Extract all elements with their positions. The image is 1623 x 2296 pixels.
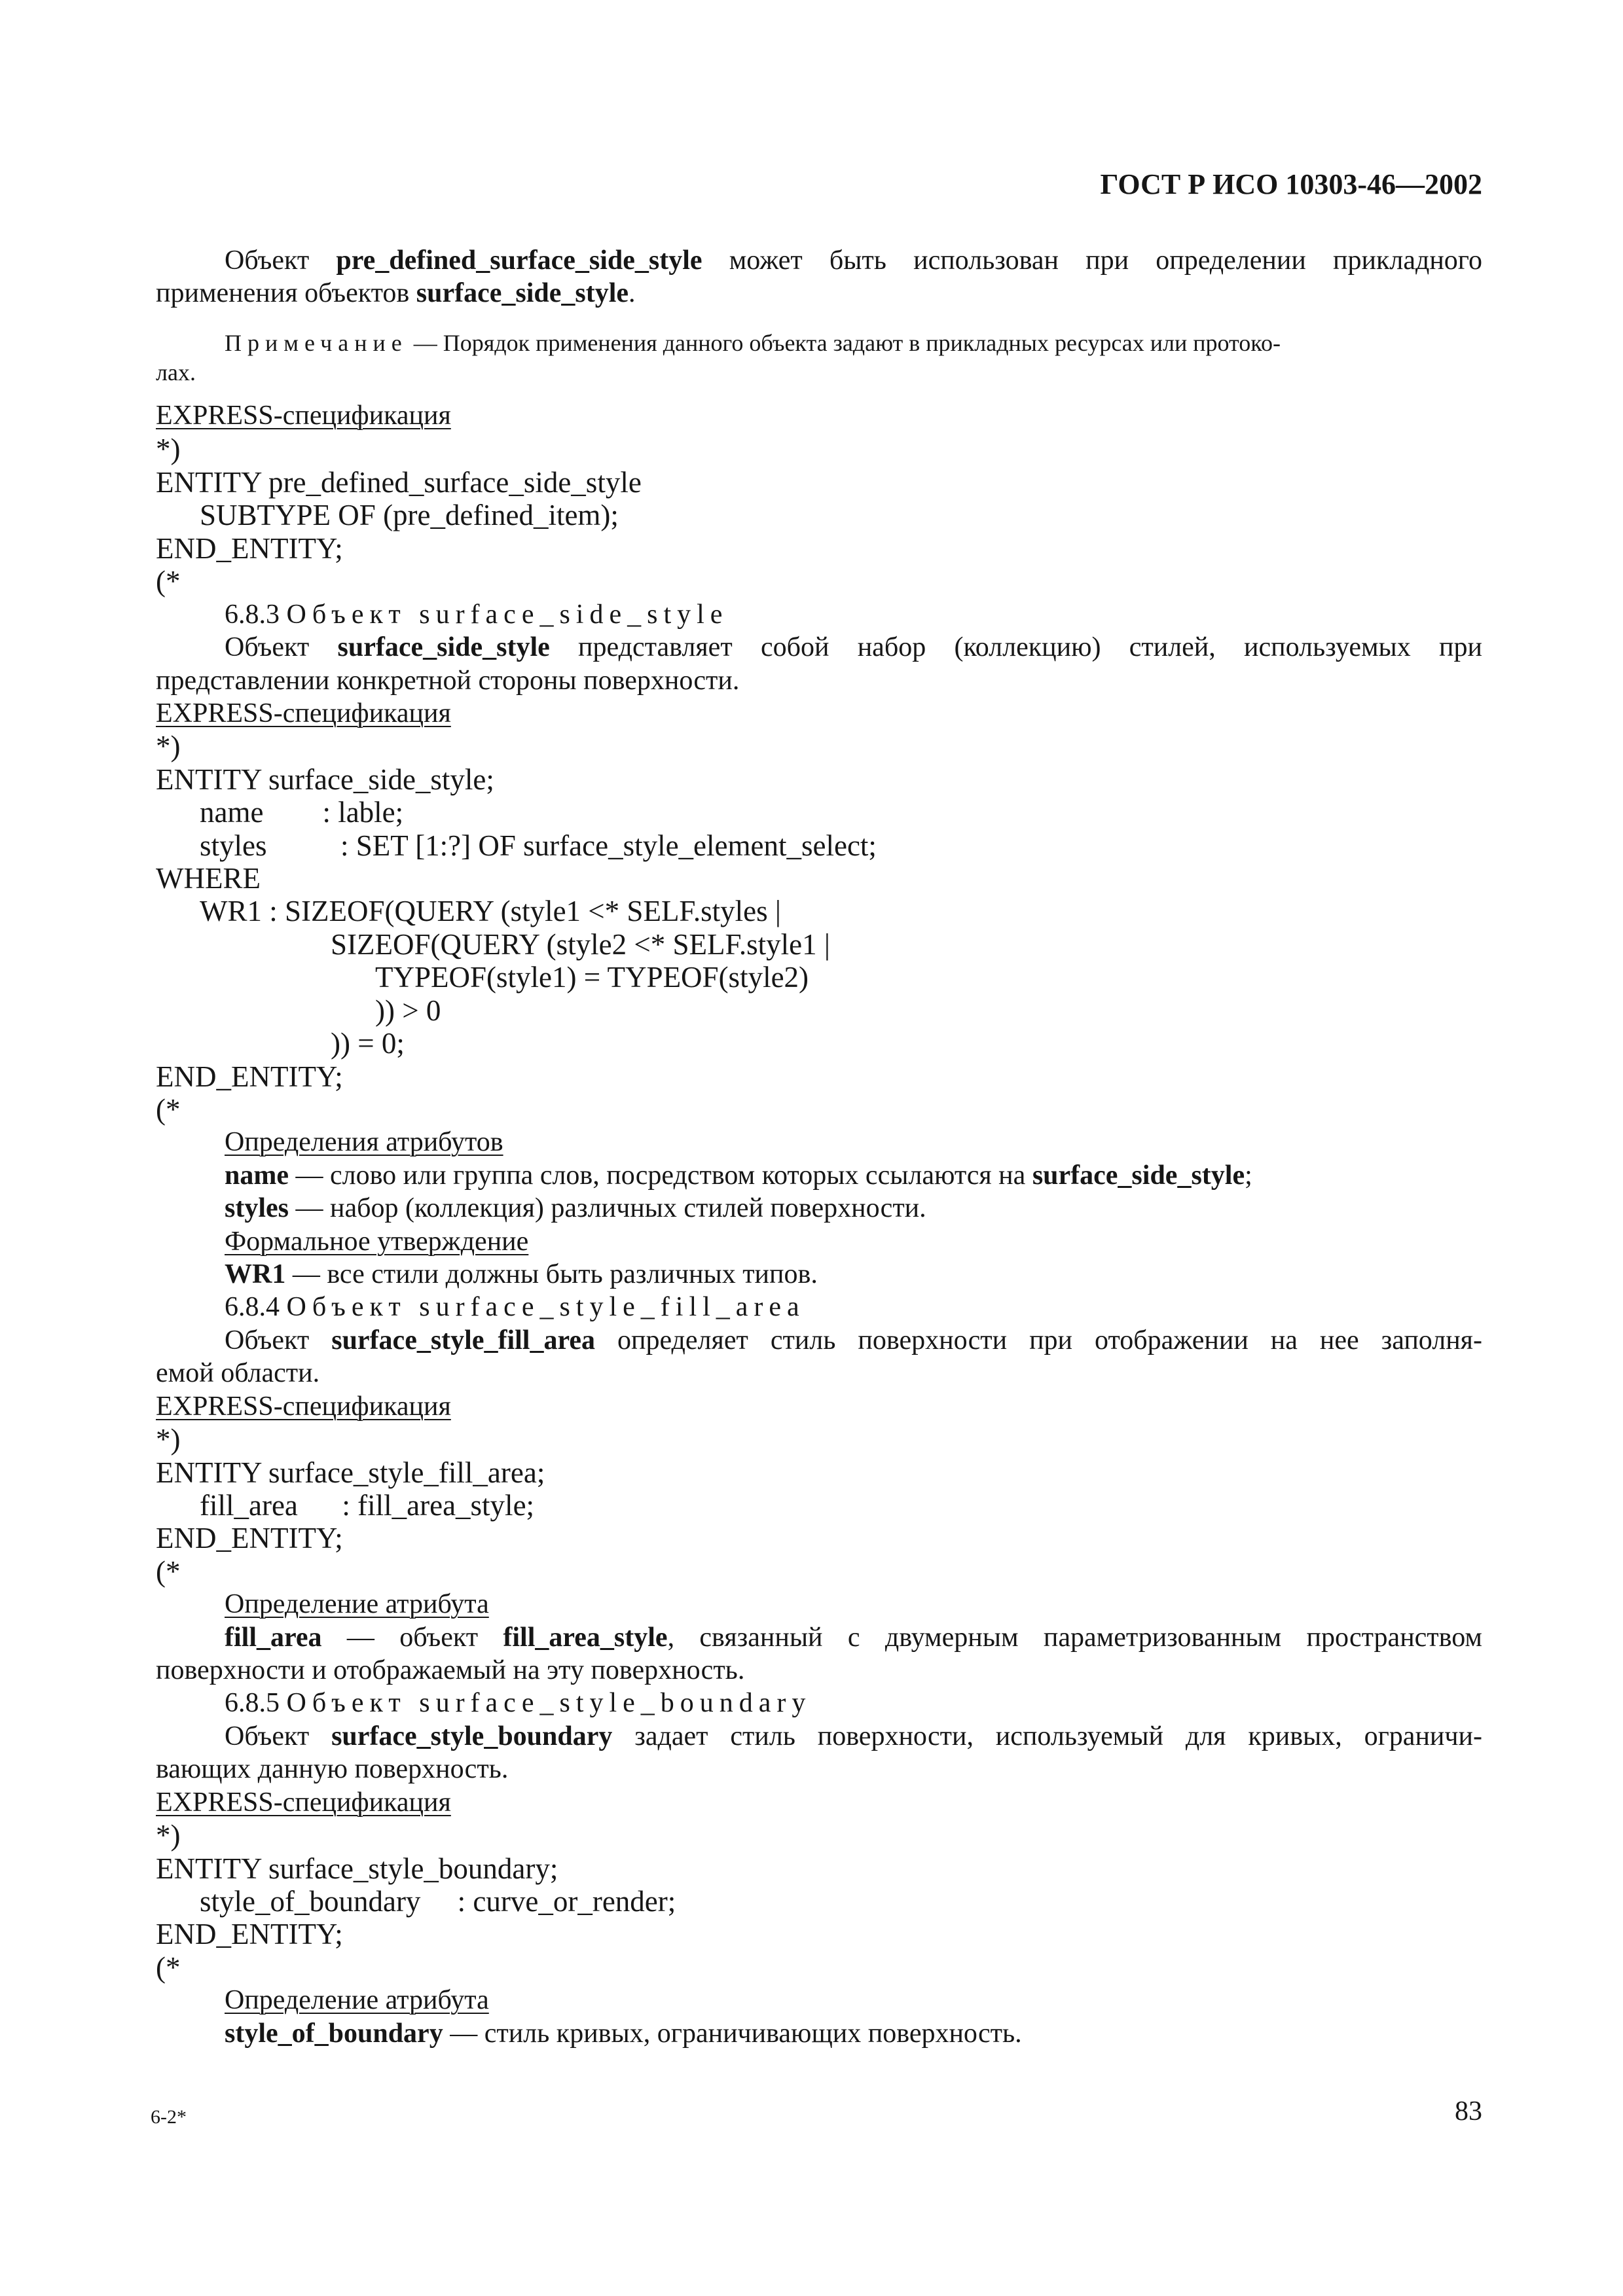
end-entity: END_ENTITY;	[156, 1060, 343, 1093]
code-close: (*	[156, 1093, 181, 1126]
page-number: 83	[1455, 2096, 1482, 2126]
express-spec-label: EXPRESS-спецификация	[156, 1787, 451, 1818]
note-line-1: Примечание — Порядок применения данного объекта задают в прикладных ресурсах или протоко-	[225, 330, 1281, 356]
attr-style-of-boundary-line: style_of_boundary : curve_or_render;	[200, 1885, 676, 1918]
subtype-line: SUBTYPE OF (pre_defined_item);	[200, 499, 619, 531]
section-6-8-4-desc-2: емой области.	[156, 1358, 320, 1388]
section-6-8-4-desc-1: Объект surface_style_fill_area определяет стиль поверхности при отображении на нее заполня-	[225, 1325, 1482, 1355]
attr-fill-area-line: fill_area : fill_area_style;	[200, 1489, 535, 1522]
attr-style-of-boundary-definition: style_of_boundary — стиль кривых, ограничивающих поверхность.	[225, 2018, 1022, 2049]
attr-fill-area-definition-2: поверхности и отображаемый на эту поверхность.	[156, 1655, 745, 1685]
attr-fill-area-definition-1: fill_area — объект fill_area_style, связанный с двумерным параметризованным пространством	[225, 1623, 1482, 1653]
attribute-definition-heading: Определение атрибута	[225, 1985, 489, 2015]
note-line-2: лах.	[156, 359, 196, 386]
entity-surface-side-style: ENTITY surface_side_style;	[156, 763, 494, 796]
section-6-8-5-desc-1: Объект surface_style_boundary задает стиль поверхности, используемый для кривых, ограничи-	[225, 1721, 1482, 1751]
attr-styles-line: styles : SET [1:?] OF surface_style_element_select;	[200, 829, 877, 862]
note-label: Примечание	[225, 330, 408, 356]
code-close: (*	[156, 1555, 181, 1588]
sheet-signature: 6-2*	[151, 2106, 187, 2128]
code-open: *)	[156, 1423, 181, 1456]
section-6-8-4-heading: 6.8.4 Объект surface_style_fill_area	[225, 1292, 805, 1322]
attribute-definitions-heading: Определения атрибутов	[225, 1127, 503, 1157]
entity-surface-style-fill-area: ENTITY surface_style_fill_area;	[156, 1456, 545, 1489]
code-close: (*	[156, 565, 181, 598]
wr1-definition: WR1 — все стили должны быть различных типов.	[225, 1259, 818, 1289]
entity-surface-style-boundary: ENTITY surface_style_boundary;	[156, 1852, 558, 1885]
entity-pre-defined-surface-side-style: ENTITY pre_defined_surface_side_style	[156, 466, 642, 499]
express-spec-label: EXPRESS-спецификация	[156, 698, 451, 728]
wr1-line-1: WR1 : SIZEOF(QUERY (style1 <* SELF.styles |	[200, 895, 781, 927]
code-open: *)	[156, 433, 181, 465]
end-entity: END_ENTITY;	[156, 532, 343, 565]
section-6-8-5-heading: 6.8.5 Объект surface_style_boundary	[225, 1688, 812, 1718]
where-keyword: WHERE	[156, 862, 261, 895]
express-spec-label: EXPRESS-спецификация	[156, 401, 451, 431]
wr1-line-3: TYPEOF(style1) = TYPEOF(style2)	[375, 961, 809, 994]
section-6-8-3-desc-2: представлении конкретной стороны поверхности.	[156, 666, 740, 696]
attr-name-line: name : lable;	[200, 796, 404, 829]
code-open: *)	[156, 1819, 181, 1852]
code-close: (*	[156, 1951, 181, 1984]
wr1-line-4: )) > 0	[375, 994, 441, 1027]
wr1-line-2: SIZEOF(QUERY (style2 <* SELF.style1 |	[331, 928, 830, 961]
section-6-8-5-desc-2: вающих данную поверхность.	[156, 1754, 509, 1784]
section-6-8-3-desc-1: Объект surface_side_style представляет собой набор (коллекцию) стилей, используемых при	[225, 632, 1482, 662]
intro-line-2: применения объектов surface_side_style.	[156, 278, 636, 308]
express-spec-label: EXPRESS-спецификация	[156, 1391, 451, 1422]
attribute-definition-heading: Определение атрибута	[225, 1589, 489, 1619]
code-open: *)	[156, 730, 181, 762]
end-entity: END_ENTITY;	[156, 1918, 343, 1950]
attr-styles-definition: styles — набор (коллекция) различных стилей поверхности.	[225, 1193, 926, 1223]
section-6-8-3-heading: 6.8.3 Объект surface_side_style	[225, 600, 729, 630]
intro-line-1: Объект pre_defined_surface_side_style может быть использован при определении прикладного	[225, 245, 1482, 276]
wr1-line-5: )) = 0;	[331, 1027, 405, 1060]
attr-name-definition: name — слово или группа слов, посредством которых ссылаются на surface_side_style;	[225, 1160, 1252, 1191]
page-header: ГОСТ Р ИСО 10303-46—2002	[1100, 168, 1482, 200]
end-entity: END_ENTITY;	[156, 1522, 343, 1554]
formal-proposition-heading: Формальное утверждение	[225, 1227, 529, 1257]
